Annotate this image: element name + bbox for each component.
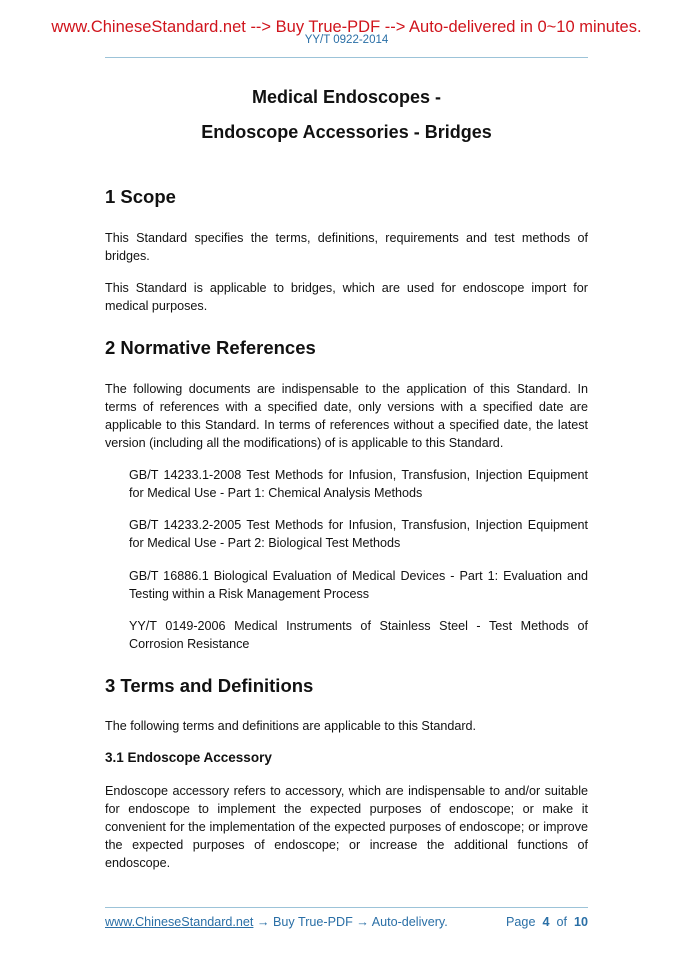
standard-code: YY/T 0922-2014 (304, 34, 389, 46)
promo-banner[interactable]: www.ChineseStandard.net --> Buy True-PDF --> Auto-delivered in 0~10 minutes. (51, 18, 642, 36)
reference-item: GB/T 14233.1-2008 Test Methods for Infusion, Transfusion, Injection Equipment for Medical Use - Part 1: Chemical Analysis Methods (129, 468, 588, 500)
current-page: 4 (542, 915, 550, 929)
paragraph: This Standard is applicable to bridges, which are used for endoscope import for medical purposes. (105, 281, 588, 313)
paragraph: This Standard specifies the terms, definitions, requirements and test methods of bridges. (105, 231, 588, 263)
title-line-2: Endoscope Accessories - Bridges (201, 122, 492, 142)
header-divider (105, 57, 588, 58)
section-2-heading: 2 Normative References (105, 337, 316, 358)
page-number (506, 915, 588, 929)
footer-link[interactable]: www.ChineseStandard.net (105, 915, 254, 929)
page-word: Page (506, 915, 536, 929)
total-pages: 10 (573, 915, 588, 929)
reference-item: GB/T 14233.2-2005 Test Methods for Infusion, Transfusion, Injection Equipment for Medical Use - Part 2: Biological Test Methods (129, 518, 588, 550)
section-1-heading: 1 Scope (105, 186, 176, 207)
paragraph: The following documents are indispensable to the application of this Standard. In terms of references with a specified date, only versions with a specified date are applicable to this Standard. In terms of references without a specified date, the latest version (including all the modifications) of is applicable to this Standard. (105, 382, 588, 450)
title-line-1: Medical Endoscopes - (251, 87, 442, 107)
of-word: of (556, 915, 567, 929)
footer-divider (105, 907, 588, 908)
section-3-heading: 3 Terms and Definitions (105, 675, 314, 696)
paragraph: The following terms and definitions are applicable to this Standard. (105, 719, 477, 733)
reference-item: YY/T 0149-2006 Medical Instruments of Stainless Steel - Test Methods of Corrosion Resistance (129, 619, 588, 651)
subsection-heading: 3.1 Endoscope Accessory (105, 750, 272, 765)
footer-text: → Buy True-PDF → Auto-delivery. (253, 915, 448, 929)
paragraph: Endoscope accessory refers to accessory, which are indispensable to and/or suitable for endoscope to implement the expected purposes of endoscope; or make it convenient for the implementation of the expected purposes of endoscope; or improve the expected purposes of endoscope; or increase the additional functions of endoscope. (105, 784, 588, 870)
footer-promo (105, 915, 448, 929)
reference-item: GB/T 16886.1 Biological Evaluation of Medical Devices - Part 1: Evaluation and Testing within a Risk Management Process (129, 569, 588, 601)
